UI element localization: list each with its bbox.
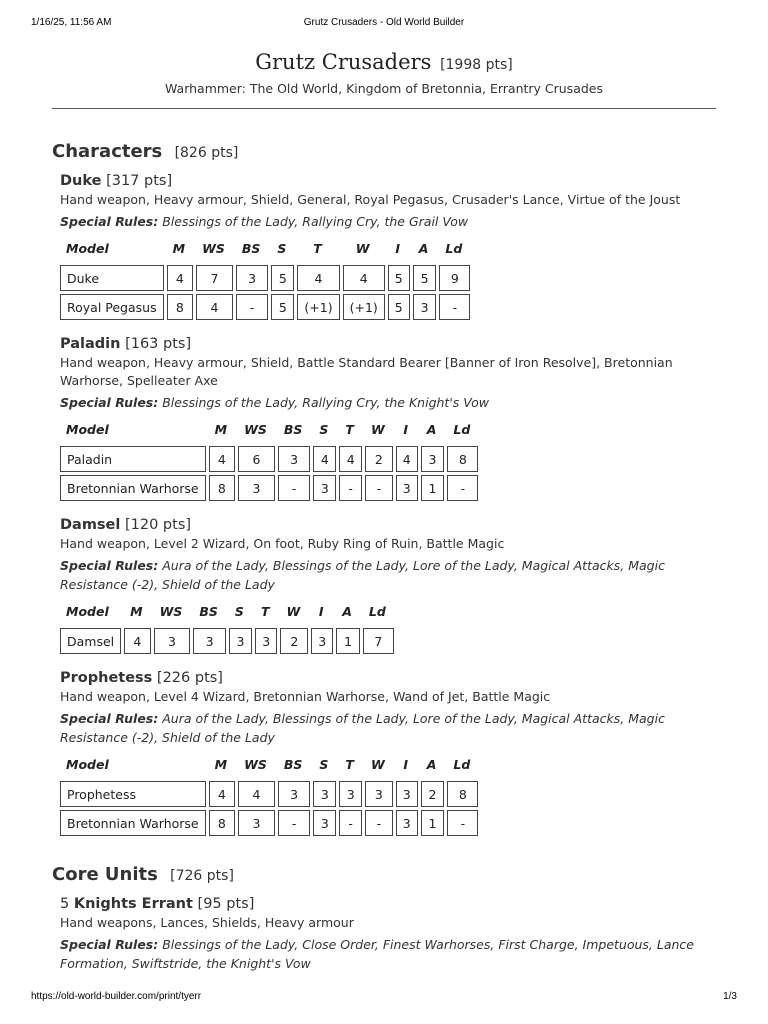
category-points: [726 pts] bbox=[170, 868, 234, 884]
unit-title bbox=[60, 894, 716, 914]
stat-cell-ld: - bbox=[447, 810, 478, 836]
rules-label: Special Rules: bbox=[60, 395, 159, 410]
stat-header-a: A bbox=[426, 421, 437, 437]
stat-cell-t: - bbox=[339, 475, 362, 501]
stat-header-model: Model bbox=[66, 240, 109, 256]
stat-cell-ws: 4 bbox=[238, 781, 275, 807]
stat-cell-s: 4 bbox=[313, 446, 336, 472]
header-divider bbox=[52, 108, 716, 109]
unit-prophetess bbox=[60, 668, 716, 839]
rules-label: Special Rules: bbox=[60, 558, 159, 573]
unit-count: 5 bbox=[60, 896, 70, 912]
unit-points: [163 pts] bbox=[125, 336, 192, 352]
stat-cell-w: - bbox=[365, 475, 393, 501]
stats-row bbox=[60, 294, 470, 320]
stat-cell-ws: 4 bbox=[196, 294, 233, 320]
stat-cell-t: - bbox=[339, 810, 362, 836]
unit-title bbox=[60, 668, 716, 688]
stat-header-s: S bbox=[234, 603, 244, 619]
unit-special-rules bbox=[60, 935, 716, 973]
stat-cell-w: 2 bbox=[280, 628, 308, 654]
stat-header-a: A bbox=[418, 240, 429, 256]
stats-header bbox=[60, 754, 478, 778]
stat-cell-ld: - bbox=[447, 475, 478, 501]
stat-header-bs: BS bbox=[283, 421, 303, 437]
stat-cell-i: 3 bbox=[396, 810, 418, 836]
stat-cell-w: 3 bbox=[365, 781, 393, 807]
stats-header-row bbox=[60, 754, 478, 778]
unit-name: Duke bbox=[60, 173, 102, 189]
unit-title bbox=[60, 515, 716, 535]
stat-cell-w: - bbox=[365, 810, 393, 836]
stat-cell-m: 8 bbox=[167, 294, 193, 320]
unit-name: Paladin bbox=[60, 336, 121, 352]
stats-row bbox=[60, 781, 478, 807]
stat-cell-s: 5 bbox=[271, 265, 294, 291]
unit-title bbox=[60, 334, 716, 354]
model-name-cell: Duke bbox=[60, 265, 164, 291]
stat-cell-ws: 7 bbox=[196, 265, 233, 291]
stat-cell-a: 5 bbox=[413, 265, 437, 291]
stat-header-ws: WS bbox=[202, 240, 225, 256]
stat-header-a: A bbox=[426, 756, 437, 772]
stat-header-bs: BS bbox=[241, 240, 261, 256]
stat-header-model: Model bbox=[66, 603, 109, 619]
stat-header-s: S bbox=[277, 240, 287, 256]
stats-row bbox=[60, 446, 478, 472]
unit-points: [95 pts] bbox=[197, 896, 255, 912]
stat-header-ws: WS bbox=[244, 421, 267, 437]
stats-row bbox=[60, 265, 470, 291]
unit-points: [120 pts] bbox=[124, 517, 192, 533]
category-heading-characters bbox=[52, 140, 716, 165]
model-name-cell: Damsel bbox=[60, 628, 121, 654]
category-title: Core Units bbox=[52, 864, 158, 885]
stat-cell-bs: - bbox=[278, 810, 311, 836]
stat-cell-t: 4 bbox=[297, 265, 339, 291]
stat-header-w: W bbox=[370, 421, 385, 437]
stat-cell-ws: 6 bbox=[238, 446, 275, 472]
stat-cell-s: 3 bbox=[313, 475, 336, 501]
model-name-cell: Prophetess bbox=[60, 781, 206, 807]
unit-paladin bbox=[60, 334, 716, 504]
stat-cell-s: 3 bbox=[313, 810, 336, 836]
stat-cell-w: (+1) bbox=[343, 294, 385, 320]
stat-cell-i: 3 bbox=[311, 628, 333, 654]
stat-header-t: T bbox=[345, 756, 354, 772]
unit-equipment: Hand weapon, Heavy armour, Shield, Battle Standard Bearer [Banner of Iron Resolve], Bretonnian Warhorse, Spelleater Axe bbox=[60, 355, 673, 388]
unit-special-rules bbox=[60, 556, 716, 594]
stat-header-w: W bbox=[370, 756, 385, 772]
army-title bbox=[0, 48, 768, 79]
stat-cell-bs: - bbox=[278, 475, 311, 501]
model-name-cell: Royal Pegasus bbox=[60, 294, 164, 320]
stats-header-row bbox=[60, 419, 478, 443]
stats-table bbox=[57, 598, 397, 657]
stat-header-t: T bbox=[313, 240, 322, 256]
stats-row bbox=[60, 628, 394, 654]
army-header bbox=[0, 48, 768, 96]
stat-cell-w: 2 bbox=[365, 446, 393, 472]
stat-cell-m: 4 bbox=[209, 446, 235, 472]
rules-text: Aura of the Lady, Blessings of the Lady, Lore of the Lady, Magical Attacks, Magic Resistance (-2), Shield of the Lady bbox=[60, 711, 665, 745]
stat-header-ws: WS bbox=[159, 603, 183, 619]
stats-table bbox=[57, 235, 473, 323]
stat-cell-i: 3 bbox=[396, 781, 418, 807]
stat-header-ld: Ld bbox=[453, 421, 471, 437]
model-name-cell: Bretonnian Warhorse bbox=[60, 810, 206, 836]
stat-cell-ld: - bbox=[439, 294, 470, 320]
stat-header-bs: BS bbox=[283, 756, 303, 772]
stat-header-i: I bbox=[395, 240, 401, 256]
stats-table bbox=[57, 751, 481, 839]
stat-cell-ld: 8 bbox=[447, 446, 478, 472]
stat-header-i: I bbox=[403, 756, 409, 772]
category-heading-core bbox=[52, 863, 716, 888]
army-list bbox=[52, 140, 716, 984]
rules-label: Special Rules: bbox=[60, 711, 159, 726]
rules-text: Blessings of the Lady, Rallying Cry, the Knight's Vow bbox=[162, 395, 489, 410]
stat-cell-i: 3 bbox=[396, 475, 418, 501]
rules-text: Blessings of the Lady, Close Order, Finest Warhorses, First Charge, Impetuous, Lance Formation, Swiftstride, the Knight's Vow bbox=[60, 937, 694, 971]
stat-header-ld: Ld bbox=[445, 240, 463, 256]
rules-text: Aura of the Lady, Blessings of the Lady, Lore of the Lady, Magical Attacks, Magic Resistance (-2), Shield of the Lady bbox=[60, 558, 665, 592]
stat-cell-t: 3 bbox=[339, 781, 362, 807]
stat-cell-a: 1 bbox=[421, 475, 445, 501]
stats-header-row bbox=[60, 601, 394, 625]
stat-cell-a: 2 bbox=[421, 781, 445, 807]
stat-header-i: I bbox=[403, 421, 409, 437]
stats-table bbox=[57, 416, 481, 504]
print-url: https://old-world-builder.com/print/tyerr bbox=[31, 991, 202, 1002]
stat-header-t: T bbox=[345, 421, 354, 437]
stat-cell-bs: 3 bbox=[278, 781, 311, 807]
stat-cell-ws: 3 bbox=[238, 810, 275, 836]
stat-header-ld: Ld bbox=[453, 756, 471, 772]
stat-header-w: W bbox=[355, 240, 370, 256]
army-name: Grutz Crusaders bbox=[255, 50, 432, 74]
stat-cell-bs: 3 bbox=[193, 628, 226, 654]
army-points: [1998 pts] bbox=[440, 57, 513, 73]
stat-cell-bs: 3 bbox=[278, 446, 311, 472]
rules-label: Special Rules: bbox=[60, 937, 159, 952]
stat-cell-ld: 9 bbox=[439, 265, 470, 291]
stat-cell-m: 8 bbox=[209, 810, 235, 836]
unit-equipment: Hand weapon, Level 4 Wizard, Bretonnian Warhorse, Wand of Jet, Battle Magic bbox=[60, 689, 551, 704]
stat-cell-s: 5 bbox=[271, 294, 294, 320]
print-date: 1/16/25, 11:56 AM bbox=[31, 17, 112, 28]
unit-knights-errant bbox=[60, 894, 716, 973]
stat-header-m: M bbox=[130, 603, 143, 619]
stat-header-a: A bbox=[342, 603, 352, 619]
stat-cell-a: 3 bbox=[421, 446, 445, 472]
stat-cell-t: 4 bbox=[339, 446, 362, 472]
stat-cell-ws: 3 bbox=[238, 475, 275, 501]
model-name-cell: Paladin bbox=[60, 446, 206, 472]
unit-damsel bbox=[60, 515, 716, 657]
unit-name: Damsel bbox=[60, 517, 121, 533]
stat-cell-ld: 8 bbox=[447, 781, 478, 807]
unit-equipment: Hand weapon, Level 2 Wizard, On foot, Ruby Ring of Ruin, Battle Magic bbox=[60, 536, 505, 551]
stat-cell-a: 1 bbox=[336, 628, 360, 654]
stat-cell-i: 5 bbox=[388, 294, 410, 320]
stat-header-t: T bbox=[260, 603, 270, 619]
stat-header-ws: WS bbox=[244, 756, 267, 772]
stats-row bbox=[60, 475, 478, 501]
army-subtitle: Warhammer: The Old World, Kingdom of Bretonnia, Errantry Crusades bbox=[164, 81, 603, 96]
stat-header-ld: Ld bbox=[368, 603, 386, 619]
stat-cell-s: 3 bbox=[313, 781, 336, 807]
stat-cell-a: 3 bbox=[413, 294, 437, 320]
rules-label: Special Rules: bbox=[60, 214, 159, 229]
rules-text: Blessings of the Lady, Rallying Cry, the Grail Vow bbox=[162, 214, 469, 229]
stat-cell-m: 4 bbox=[209, 781, 235, 807]
page-number: 1/3 bbox=[723, 991, 737, 1002]
stats-row bbox=[60, 810, 478, 836]
stat-cell-w: 4 bbox=[343, 265, 385, 291]
stat-cell-i: 4 bbox=[396, 446, 418, 472]
print-header bbox=[31, 17, 737, 31]
stat-cell-m: 4 bbox=[167, 265, 193, 291]
stat-cell-bs: - bbox=[236, 294, 269, 320]
stat-header-m: M bbox=[214, 421, 228, 437]
stat-header-m: M bbox=[172, 240, 186, 256]
unit-points: [226 pts] bbox=[156, 670, 223, 686]
stat-cell-m: 8 bbox=[209, 475, 235, 501]
stat-cell-m: 4 bbox=[124, 628, 150, 654]
stat-header-model: Model bbox=[66, 421, 109, 437]
stat-header-m: M bbox=[214, 756, 228, 772]
stat-cell-t: 3 bbox=[255, 628, 278, 654]
stat-cell-ws: 3 bbox=[154, 628, 191, 654]
unit-name: Knights Errant bbox=[73, 896, 193, 912]
unit-duke bbox=[60, 171, 716, 323]
stat-header-w: W bbox=[286, 603, 301, 619]
stat-header-bs: BS bbox=[199, 603, 218, 619]
model-name-cell: Bretonnian Warhorse bbox=[60, 475, 206, 501]
unit-name: Prophetess bbox=[60, 670, 153, 686]
unit-equipment: Hand weapons, Lances, Shields, Heavy armour bbox=[60, 915, 354, 930]
category-points: [826 pts] bbox=[174, 145, 239, 161]
unit-special-rules bbox=[60, 709, 716, 747]
unit-special-rules bbox=[60, 393, 716, 412]
stat-cell-i: 5 bbox=[388, 265, 410, 291]
stat-cell-a: 1 bbox=[421, 810, 445, 836]
unit-points: [317 pts] bbox=[106, 173, 173, 189]
stat-cell-s: 3 bbox=[229, 628, 252, 654]
stats-header bbox=[60, 238, 470, 262]
stat-cell-ld: 7 bbox=[363, 628, 394, 654]
unit-equipment: Hand weapon, Heavy armour, Shield, General, Royal Pegasus, Crusader's Lance, Virtue of the Joust bbox=[60, 192, 681, 207]
stat-header-s: S bbox=[319, 421, 329, 437]
stat-header-model: Model bbox=[66, 756, 109, 772]
unit-title bbox=[60, 171, 716, 191]
stat-cell-t: (+1) bbox=[297, 294, 339, 320]
stat-header-i: I bbox=[318, 603, 324, 619]
category-title: Characters bbox=[52, 141, 163, 162]
stats-header-row bbox=[60, 238, 470, 262]
print-page-title: Grutz Crusaders - Old World Builder bbox=[303, 17, 465, 28]
stat-header-s: S bbox=[319, 756, 329, 772]
stat-cell-bs: 3 bbox=[236, 265, 269, 291]
stats-header bbox=[60, 601, 394, 625]
stats-header bbox=[60, 419, 478, 443]
unit-special-rules bbox=[60, 212, 716, 231]
print-footer bbox=[31, 991, 737, 1005]
